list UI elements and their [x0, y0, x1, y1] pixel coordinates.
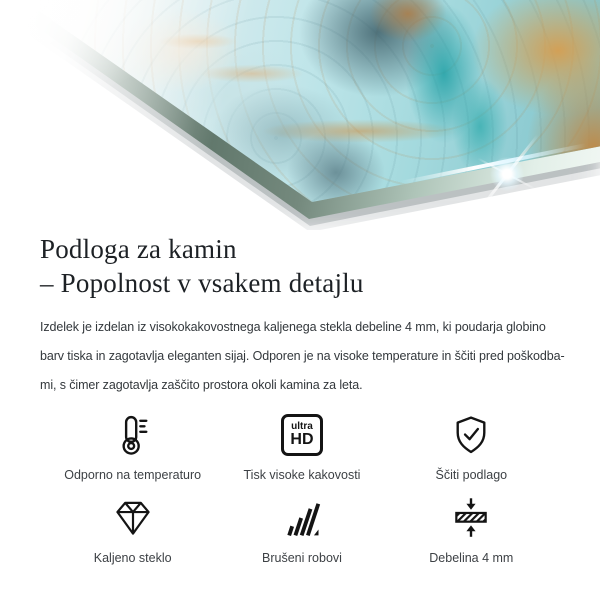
feature-label: Tisk visoke kakovosti: [243, 467, 361, 482]
feature-item-polished-edges: [217, 496, 386, 566]
feature-item-tempered-glass: [48, 496, 217, 566]
polished-edges-icon: [280, 496, 324, 540]
feature-item-thickness: [387, 496, 556, 566]
page-title: [40, 232, 564, 300]
page-title-line1: Podloga za kamin: [40, 234, 237, 264]
feature-item-protects: [387, 413, 556, 483]
diamond-icon: [111, 496, 155, 540]
product-description-text: Izdelek je izdelan iz visokokakovostnega kaljenega stekla debeline 4 mm, ki poudarja globino barv tiska in zagotavlja eleganten sijaj. Odporen je na visoke temperature in ščiti pred poškodbami, s čimer zagotavlja zaščito prostora okoli kamina za leta.: [40, 320, 565, 392]
ultra-hd-icon: ultra HD: [281, 413, 323, 457]
product-description-section: [0, 232, 600, 566]
thermometer-icon: [111, 413, 155, 457]
feature-item-temperature: [48, 413, 217, 483]
feature-grid: [40, 413, 564, 566]
feature-item-print-quality: [217, 413, 386, 483]
feature-label: Brušeni robovi: [262, 550, 342, 565]
feature-label: Odporno na temperaturo: [64, 467, 202, 482]
feature-label: Debelina 4 mm: [429, 550, 514, 565]
product-hero-image: [0, 0, 600, 230]
feature-label: Ščiti podlago: [435, 467, 508, 482]
page-title-line2: – Popolnost v vsakem detajlu: [40, 268, 364, 298]
shield-check-icon: [449, 413, 493, 457]
feature-label: Kaljeno steklo: [93, 550, 172, 565]
thickness-icon: [449, 496, 493, 540]
